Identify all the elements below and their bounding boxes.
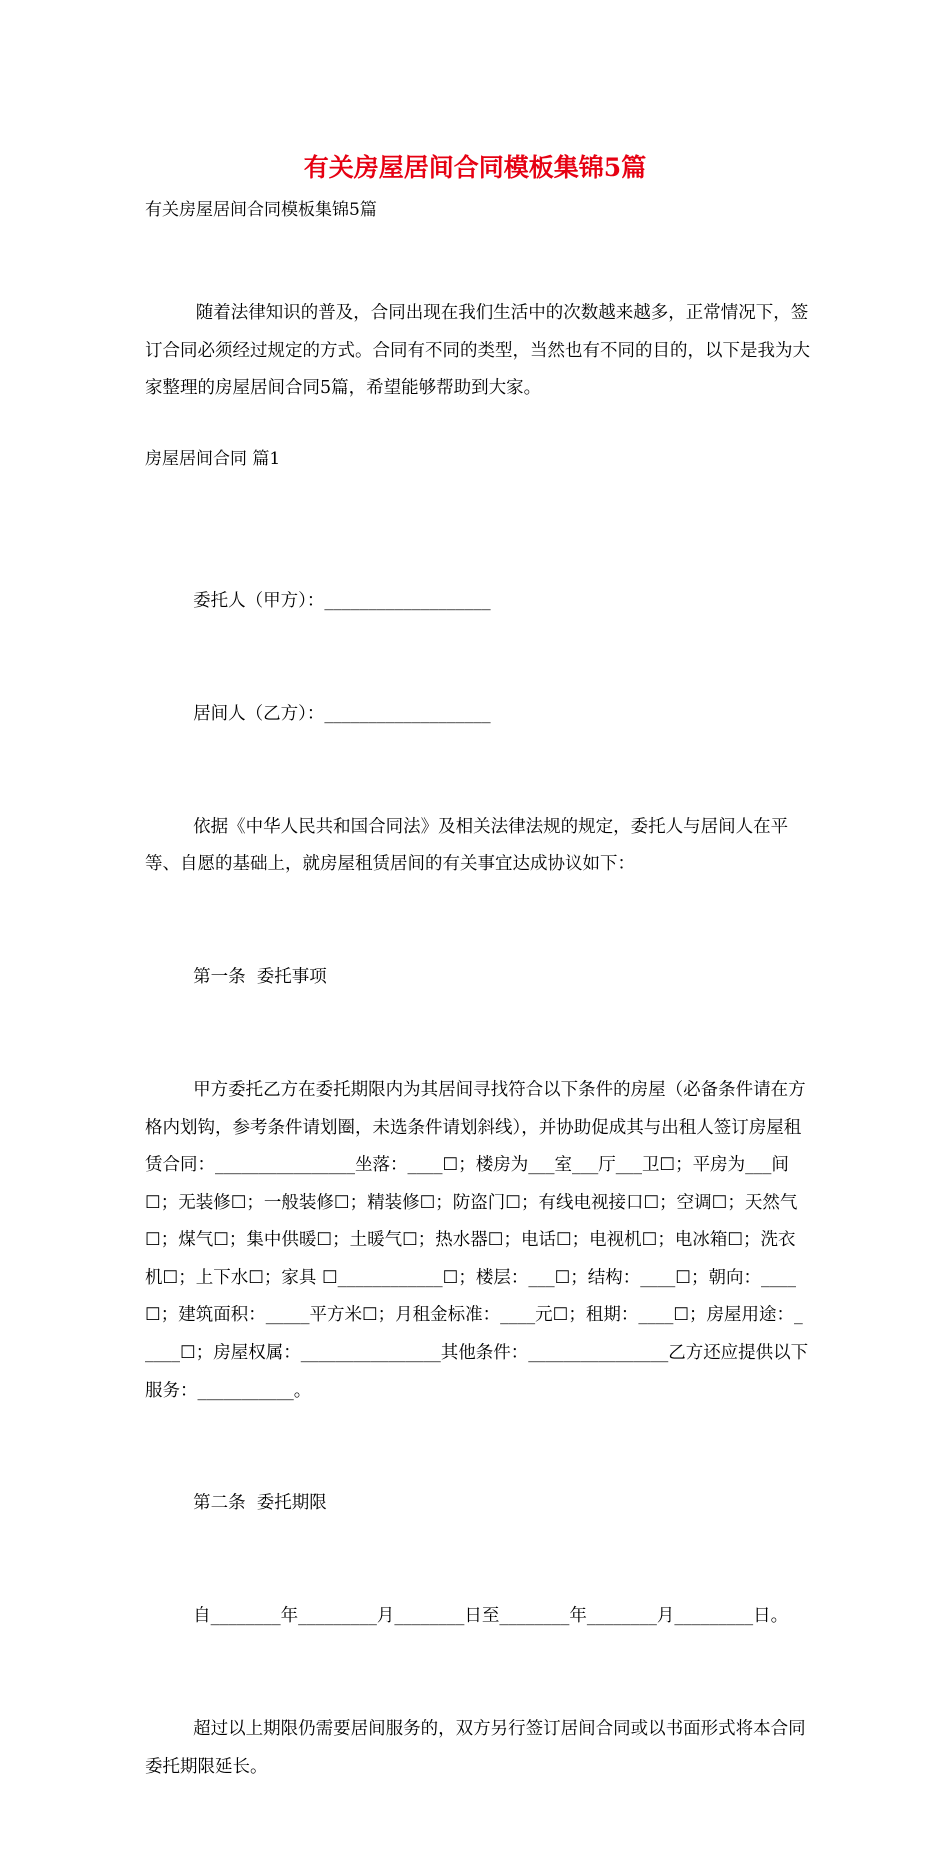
preamble-paragraph: 依据《中华人民共和国合同法》及相关法律法规的规定，委托人与居间人在平等、自愿的基础上，就房屋租赁居间的有关事宜达成协议如下： <box>145 816 789 875</box>
article-2-heading: 第二条 委托期限 <box>193 1493 327 1514</box>
term-dates-paragraph: 自________年_________月________日至________年________月_________日。 <box>193 1606 789 1627</box>
intro-paragraph: 随着法律知识的普及，合同出现在我们生活中的次数越来越多，正常情况下，签订合同必须经过规定的方式。合同有不同的类型，当然也有不同的目的，以下是我为大家整理的房屋居间合同5篇，希望能够帮助到大家。 <box>145 303 810 399</box>
section-heading: 房屋居间合同 篇1 <box>145 449 281 469</box>
extension-paragraph: 超过以上期限仍需要居间服务的，双方另行签订居间合同或以书面形式将本合同委托期限延长。 <box>145 1719 806 1777</box>
party-b-line: 居间人（乙方）：___________________ <box>193 703 491 724</box>
document-subtitle: 有关房屋居间合同模板集锦5篇 <box>145 200 377 220</box>
article-1-body: 甲方委托乙方在委托期限内为其居间寻找符合以下条件的房屋（必备条件请在方格内划钩，参考条件请划圈，未选条件请划斜线），并协助促成其与出租人签订房屋租赁合同：________________坐落：____☐；楼房为___室___厅___卫☐；平房为___间☐；无装修☐；一般装修☐；精装修☐；防盗门☐；有线电视接口☐；空调☐；天然气☐；煤气☐；集中供暖☐；土暖气☐；热水器☐；电话☐；电视机☐；电冰箱☐；洗衣机☐；上下水☐；家具 ☐____________☐；楼层：___☐；结构：____☐；朝向：____☐；建筑面积：_____平方米☐；月租金标准：____元☐；租期：____☐；房屋用途：_____☐；房屋权属：________________其他条件：________________乙方还应提供以下服务：___________。 <box>145 1079 809 1401</box>
article-1-heading: 第一条 委托事项 <box>193 967 327 988</box>
party-a-line: 委托人（甲方）：___________________ <box>193 591 491 612</box>
contract-body <box>145 508 810 1861</box>
document-title: 有关房屋居间合同模板集锦5篇 <box>303 153 647 182</box>
